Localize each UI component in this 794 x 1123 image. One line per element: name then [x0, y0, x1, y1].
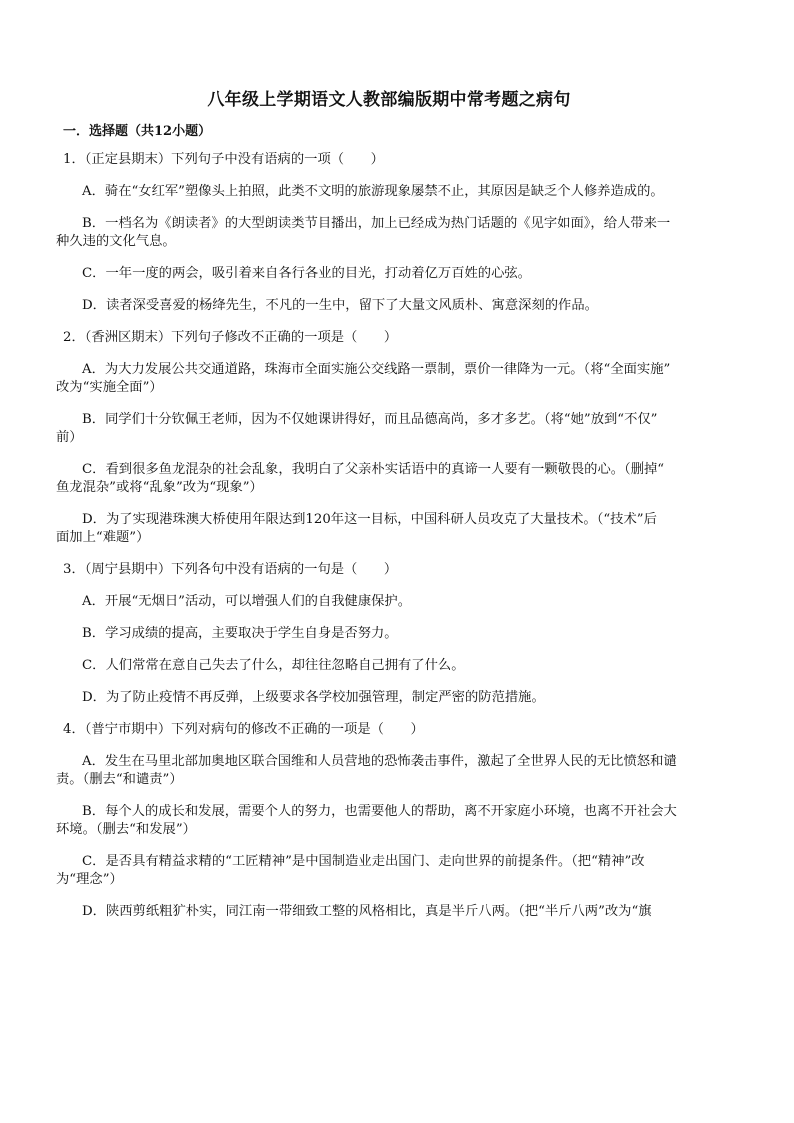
answer-option — [56, 625, 722, 643]
option-text-continued: 环境。（删去“和发展”） — [56, 822, 196, 837]
option-text-continued: 改为“实施全面”） — [56, 380, 163, 395]
option-text-continued: 面加上“难题”） — [56, 530, 150, 545]
answer-option — [56, 753, 722, 789]
answer-option — [56, 361, 722, 397]
document-page — [56, 88, 722, 935]
option-text: D．陕西剪纸粗犷朴实，同江南一带细致工整的风格相比，真是半斤八两。（把“半斤八两”改为“旗 — [82, 904, 652, 919]
option-text: A．发生在马里北部加奥地区联合国维和人员营地的恐怖袭击事件，激起了全世界人民的无比愤怒和谴 — [82, 754, 677, 769]
question-item — [56, 151, 722, 315]
option-text-continued: 种久违的文化气息。 — [56, 234, 176, 249]
page-title: 八年级上学期语文人教部编版期中常考题之病句 — [207, 90, 571, 110]
answer-option — [56, 903, 722, 921]
answer-option — [56, 183, 722, 201]
answer-option — [56, 511, 722, 547]
answer-option — [56, 853, 722, 889]
answer-option — [56, 461, 722, 497]
option-text: B．同学们十分钦佩王老师，因为不仅她课讲得好，而且品德高尚，多才多艺。（将“她”放到“不仅” — [82, 412, 658, 427]
answer-option — [56, 297, 722, 315]
answer-option — [56, 411, 722, 447]
option-text: B．每个人的成长和发展，需要个人的努力，也需要他人的帮助，离不开家庭小环境，也离不开社会大 — [82, 804, 677, 819]
answer-option — [56, 803, 722, 839]
answer-option — [56, 265, 722, 283]
option-text-continued: 责。（删去“和谴责”） — [56, 772, 183, 787]
answer-option — [56, 593, 722, 611]
option-text-continued: 前） — [56, 430, 83, 445]
answer-option — [56, 657, 722, 675]
option-text: B．学习成绩的提高，主要取决于学生自身是否努力。 — [82, 626, 398, 641]
option-text: A．骑在“女红军”塑像头上拍照，此类不文明的旅游现象屡禁不止，其原因是缺乏个人修养造成的。 — [82, 184, 664, 199]
question-item — [56, 561, 722, 707]
option-text: C．一年一度的两会，吸引着来自各行各业的目光，打动着亿万百姓的心弦。 — [82, 266, 531, 281]
option-text: C．是否具有精益求精的“工匠精神”是中国制造业走出国门、走向世界的前提条件。（把“精神”改 — [82, 854, 645, 869]
question-stem: 4．（普宁市期中）下列对病句的修改不正确的一项是（ ） — [63, 722, 424, 737]
option-text: B．一档名为《朗读者》的大型朗读类节目播出，加上已经成为热门话题的《见字如面》，给人带来一 — [82, 216, 671, 231]
question-stem: 2．（香洲区期末）下列句子修改不正确的一项是（ ） — [63, 330, 398, 345]
answer-option — [56, 689, 722, 707]
question-list — [56, 151, 722, 921]
question-stem: 3．（周宁县期中）下列各句中没有语病的一句是（ ） — [63, 562, 398, 577]
question-item — [56, 721, 722, 921]
option-text: D．为了防止疫情不再反弹，上级要求各学校加强管理，制定严密的防范措施。 — [82, 690, 545, 705]
option-text: A．为大力发展公共交通道路，珠海市全面实施公交线路一票制，票价一律降为一元。（将“全面实施” — [82, 362, 671, 377]
option-text: D．为了实现港珠澳大桥使用年限达到120年这一目标，中国科研人员攻克了大量技术。（“技术”后 — [82, 512, 657, 527]
option-text-continued: 为“理念”） — [56, 872, 123, 887]
section-heading: 一．选择题（共12小题） — [63, 124, 212, 139]
question-item — [56, 329, 722, 547]
option-text: D．读者深受喜爱的杨绛先生，不凡的一生中，留下了大量文风质朴、寓意深刻的作品。 — [82, 298, 598, 313]
option-text: A．开展“无烟日”活动，可以增强人们的自我健康保护。 — [82, 594, 412, 609]
option-text: C．人们常常在意自己失去了什么，却往往忽略自己拥有了什么。 — [82, 658, 465, 673]
option-text-continued: 鱼龙混杂”或将“乱象”改为“现象”） — [56, 480, 263, 495]
option-text: C．看到很多鱼龙混杂的社会乱象，我明白了父亲朴实话语中的真谛一人要有一颗敬畏的心。（删掉“ — [82, 462, 665, 477]
answer-option — [56, 215, 722, 251]
question-stem: 1．（正定县期末）下列句子中没有语病的一项（ ） — [63, 152, 384, 167]
